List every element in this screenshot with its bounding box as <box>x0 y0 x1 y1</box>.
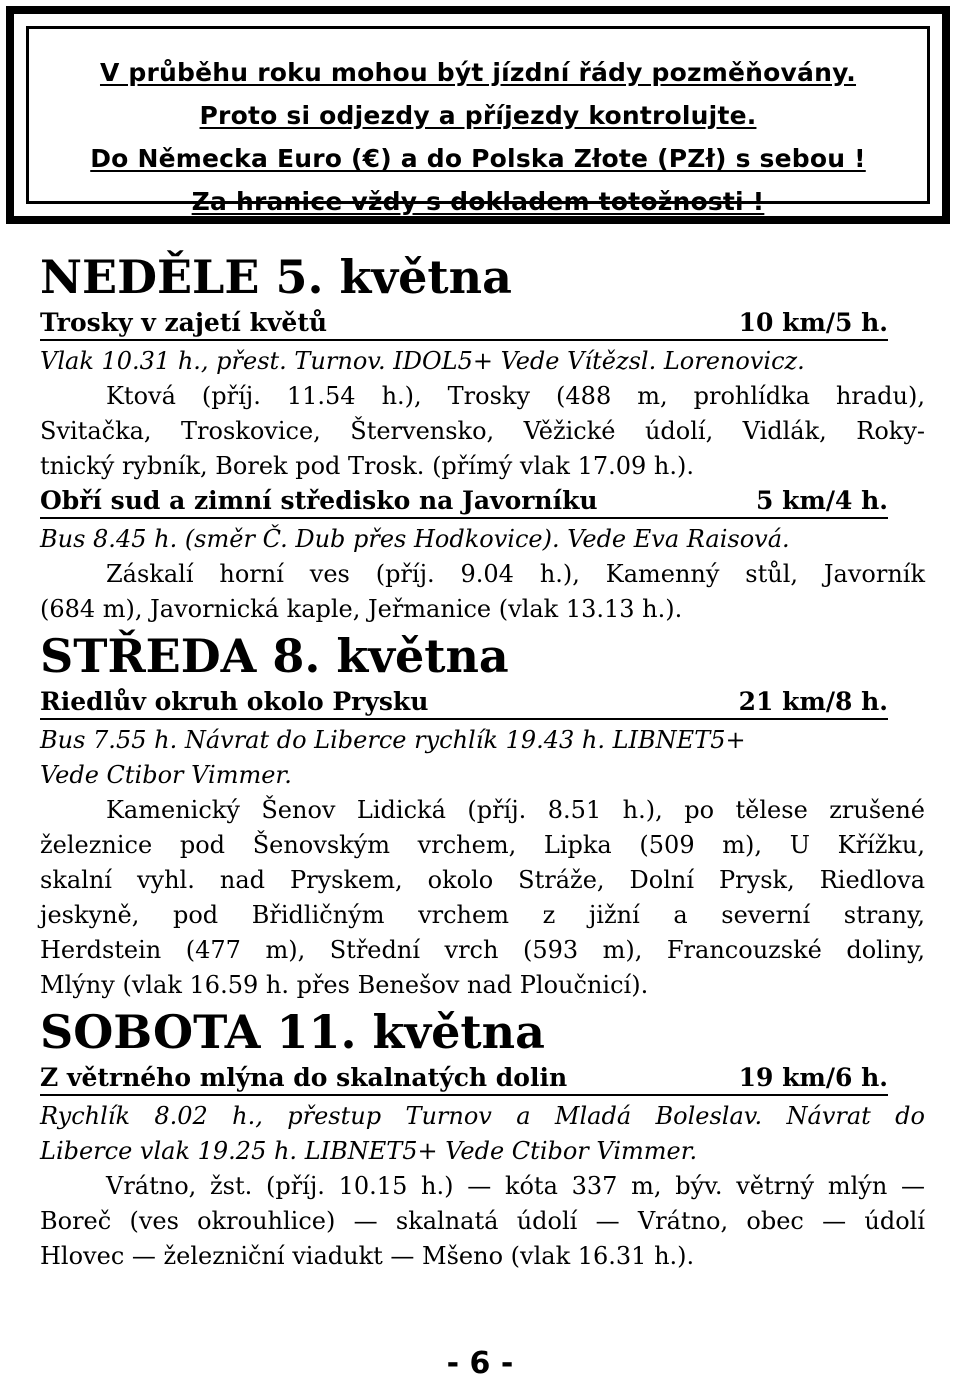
trip-name: Riedlův okruh okolo Prysku <box>40 687 429 716</box>
day-heading: SOBOTA 11. května <box>40 1005 545 1059</box>
trip-info: Liberce vlak 19.25 h. LIBNET5+ Vede Ctibor Vimmer. <box>40 1137 698 1165</box>
trip-title <box>40 685 888 720</box>
notice-line: Do Německa Euro (€) a do Polska Złote (PZł) s sebou ! <box>90 144 866 173</box>
trip-distance: 21 km/8 h. <box>738 687 888 716</box>
trip-distance: 19 km/6 h. <box>738 1063 888 1092</box>
trip-route: Vrátno, žst. (příj. 10.15 h.) — kóta 337 m, býv. větrný mlýn — <box>106 1172 925 1200</box>
notice-line: Proto si odjezdy a příjezdy kontrolujte. <box>199 101 757 130</box>
notice-inner-frame <box>26 26 930 216</box>
trip-name: Trosky v zajetí květů <box>40 308 328 337</box>
trip-route: skalní vyhl. nad Pryskem, okolo Stráže, Dolní Prysk, Riedlova <box>40 866 925 894</box>
page-number: - 6 - <box>446 1346 514 1381</box>
schedule-content <box>40 248 925 1274</box>
trip-route: Svitačka, Troskovice, Štervensko, Věžické údolí, Vidlák, Roky- <box>40 417 925 445</box>
trip-route: jeskyně, pod Břidličným vrchem z jižní a severní strany, <box>40 901 925 929</box>
trip-route: železnice pod Šenovským vrchem, Lipka (509 m), U Křížku, <box>40 831 925 859</box>
trip-distance: 10 km/5 h. <box>738 308 888 337</box>
trip-route: Mlýny (vlak 16.59 h. přes Benešov nad Ploučnicí). <box>40 971 649 999</box>
notice-line: Za hranice vždy s dokladem totožnosti ! <box>191 187 765 216</box>
trip-route: Herdstein (477 m), Střední vrch (593 m), Francouzské doliny, <box>40 936 925 964</box>
day-heading: NEDĚLE 5. května <box>40 250 512 304</box>
trip-route: Kamenický Šenov Lidická (příj. 8.51 h.), po tělese zrušené <box>106 796 925 824</box>
trip-info: Bus 7.55 h. Návrat do Liberce rychlík 19.43 h. LIBNET5+ <box>40 726 746 754</box>
trip-route: Hlovec — železniční viadukt — Mšeno (vlak 16.31 h.). <box>40 1242 695 1270</box>
trip-route: Záskalí horní ves (příj. 9.04 h.), Kamenný stůl, Javorník <box>106 560 925 588</box>
trip-info: Rychlík 8.02 h., přestup Turnov a Mladá Boleslav. Návrat do <box>40 1102 925 1130</box>
trip-info: Vlak 10.31 h., přest. Turnov. IDOL5+ Vede Vítězsl. Lorenovicz. <box>40 347 805 375</box>
trip-name: Obří sud a zimní středisko na Javorníku <box>40 486 598 515</box>
trip-route: Boreč (ves okrouhlice) — skalnatá údolí — Vrátno, obec — údolí <box>40 1207 925 1235</box>
day-heading: STŘEDA 8. května <box>40 629 509 683</box>
trip-route: Ktová (příj. 11.54 h.), Trosky (488 m, prohlídka hradu), <box>106 382 925 410</box>
trip-name: Z větrného mlýna do skalnatých dolin <box>40 1063 568 1092</box>
trip-title <box>40 484 888 519</box>
trip-distance: 5 km/4 h. <box>756 486 888 515</box>
trip-info: Vede Ctibor Vimmer. <box>40 761 292 789</box>
trip-route: (684 m), Javornická kaple, Jeřmanice (vlak 13.13 h.). <box>40 595 683 623</box>
trip-info: Bus 8.45 h. (směr Č. Dub přes Hodkovice). Vede Eva Raisová. <box>40 525 790 553</box>
trip-title <box>40 306 888 341</box>
notice-line: V průběhu roku mohou být jízdní řády pozměňovány. <box>99 58 857 87</box>
trip-route: tnický rybník, Borek pod Trosk. (přímý vlak 17.09 h.). <box>40 452 695 480</box>
trip-title <box>40 1061 888 1096</box>
notice-box <box>6 6 950 224</box>
